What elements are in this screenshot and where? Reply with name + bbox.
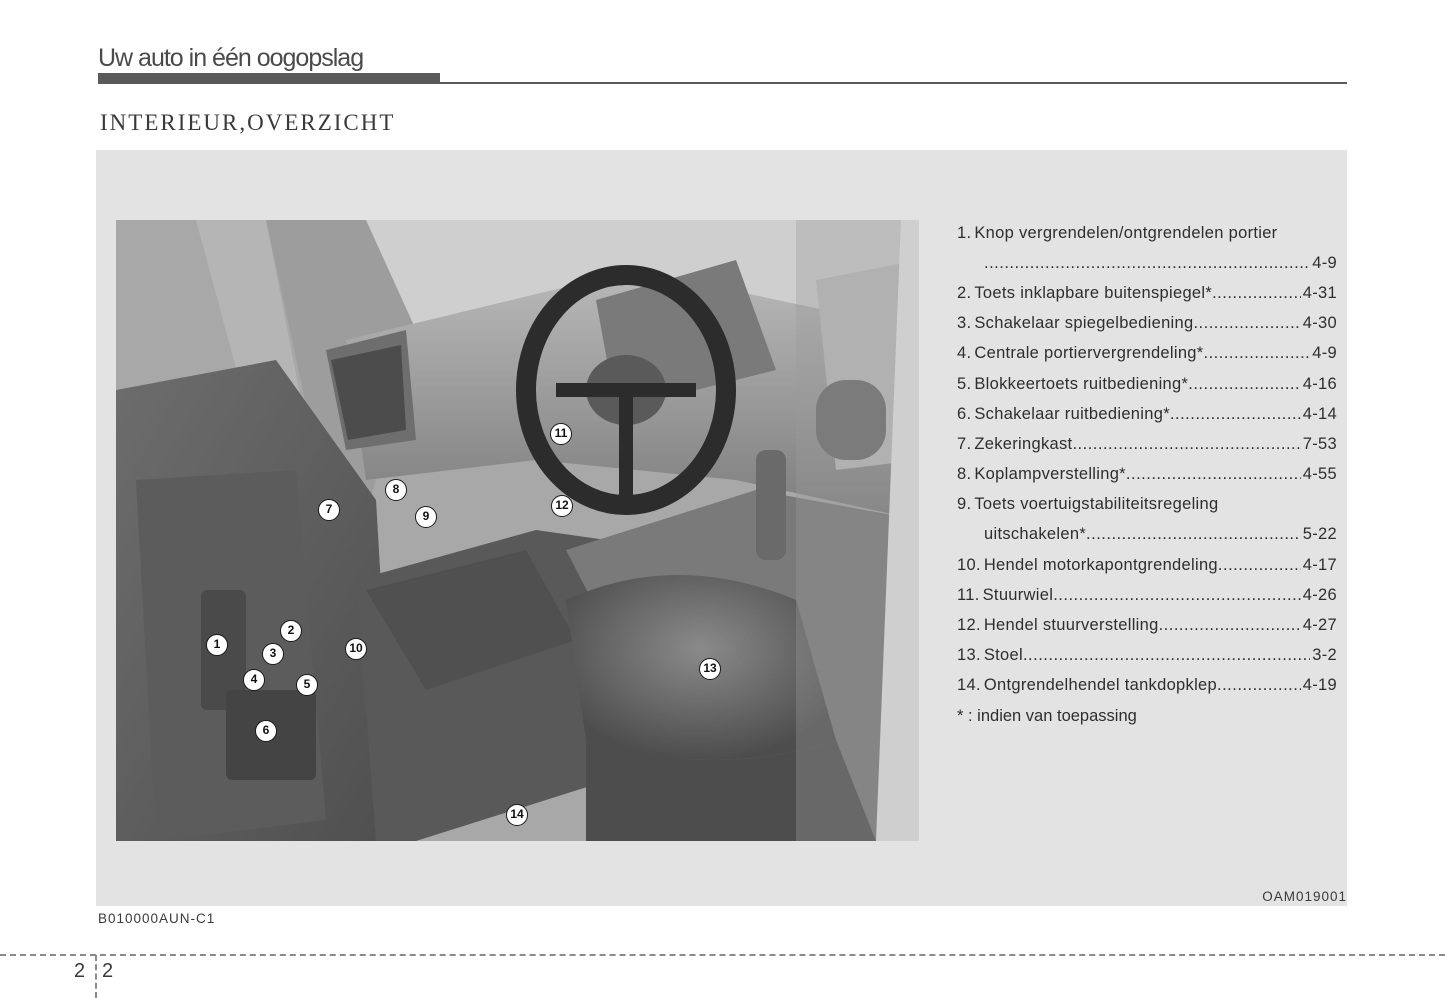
page-heading: INTERIEUR,OVERZICHT [100,110,396,135]
legend-number: 3. [957,314,972,333]
legend-number: 13. [957,646,981,665]
legend-item [957,460,1337,490]
callout-12: 12 [551,495,573,517]
callout-7: 7 [318,499,340,521]
legend-page: 4-26 [1302,585,1337,604]
legend-item [957,671,1337,701]
legend-item [957,520,1337,550]
section-title: Uw auto in één oogopslag [98,44,364,72]
legend-item [957,248,1337,278]
legend-number: 11. [957,585,980,604]
legend-number: 14. [957,676,981,695]
legend-label: Knop vergrendelen/ontgrendelen portier [974,223,1278,242]
header-tab [98,73,440,82]
legend-item [957,218,1337,248]
legend-item [957,610,1337,640]
legend-page: 7-53 [1302,434,1337,453]
image-code: OAM019001 [1262,889,1347,904]
callout-8: 8 [385,479,407,501]
header-rule [98,82,1347,84]
legend-page: 4-55 [1302,465,1337,484]
legend-number: 1. [957,223,972,242]
callout-2: 2 [280,620,302,642]
legend-item [957,550,1337,580]
legend-item [957,369,1337,399]
legend-number: 8. [957,465,972,484]
legend-label: Zekeringkast [974,434,1073,453]
legend [957,218,1337,731]
legend-label: Stuurwiel [982,585,1054,604]
callout-5: 5 [296,674,318,696]
car-interior-illustration [116,220,919,841]
legend-number: 5. [957,374,972,393]
legend-page: 4-31 [1302,283,1337,302]
legend-number: 9. [957,495,972,514]
callout-3: 3 [262,643,284,665]
legend-number: 6. [957,404,972,423]
document-code: B010000AUN-C1 [98,911,216,926]
callout-13: 13 [699,658,721,680]
legend-number: 12. [957,616,981,635]
legend-label: Koplampverstelling* [974,465,1126,484]
legend-page: 4-9 [1312,344,1337,363]
legend-label: Toets inklapbare buitenspiegel* [974,283,1213,302]
legend-item [957,339,1337,369]
legend-item [957,490,1337,520]
legend-item [957,309,1337,339]
callout-10: 10 [345,638,367,660]
chapter-number: 2 [74,960,86,982]
legend-page: 4-30 [1302,314,1337,333]
legend-page: 4-19 [1302,676,1337,695]
callout-4: 4 [243,669,265,691]
callout-6: 6 [255,720,277,742]
legend-page: 4-16 [1302,374,1337,393]
legend-item [957,278,1337,308]
legend-label: uitschakelen* [984,525,1087,544]
car-interior-icon [116,220,919,841]
legend-page: 4-17 [1302,555,1337,574]
legend-label: Hendel stuurverstelling [983,616,1159,635]
legend-number: 10. [957,555,981,574]
callout-14: 14 [506,804,528,826]
legend-item [957,580,1337,610]
legend-page: 3-2 [1312,646,1337,665]
legend-item [957,399,1337,429]
legend-label: Ontgrendelhendel tankdopklep [983,676,1217,695]
legend-label: Centrale portiervergrendeling* [974,344,1204,363]
legend-label: Blokkeertoets ruitbediening* [974,374,1189,393]
legend-page: 5-22 [1302,525,1337,544]
legend-item [957,429,1337,459]
legend-label: Hendel motorkapontgrendeling [983,555,1218,574]
callout-9: 9 [415,506,437,528]
legend-page: 4-9 [1312,253,1337,272]
legend-label: Schakelaar ruitbediening* [974,404,1170,423]
legend-number: 4. [957,344,972,363]
legend-label: Schakelaar spiegelbediening [974,314,1194,333]
legend-label: Toets voertuigstabiliteitsregeling [974,495,1219,514]
legend-page: 4-27 [1302,616,1337,635]
legend-number: 7. [957,434,972,453]
footer-divider [95,955,97,998]
page-number: 2 [102,960,114,982]
footer-rule [0,954,1445,956]
callout-11: 11 [550,423,572,445]
legend-label: Stoel [983,646,1023,665]
legend-page: 4-14 [1302,404,1337,423]
legend-item [957,641,1337,671]
legend-note: * : indien van toepassing [957,706,1137,725]
callout-1: 1 [206,634,228,656]
legend-number: 2. [957,283,972,302]
